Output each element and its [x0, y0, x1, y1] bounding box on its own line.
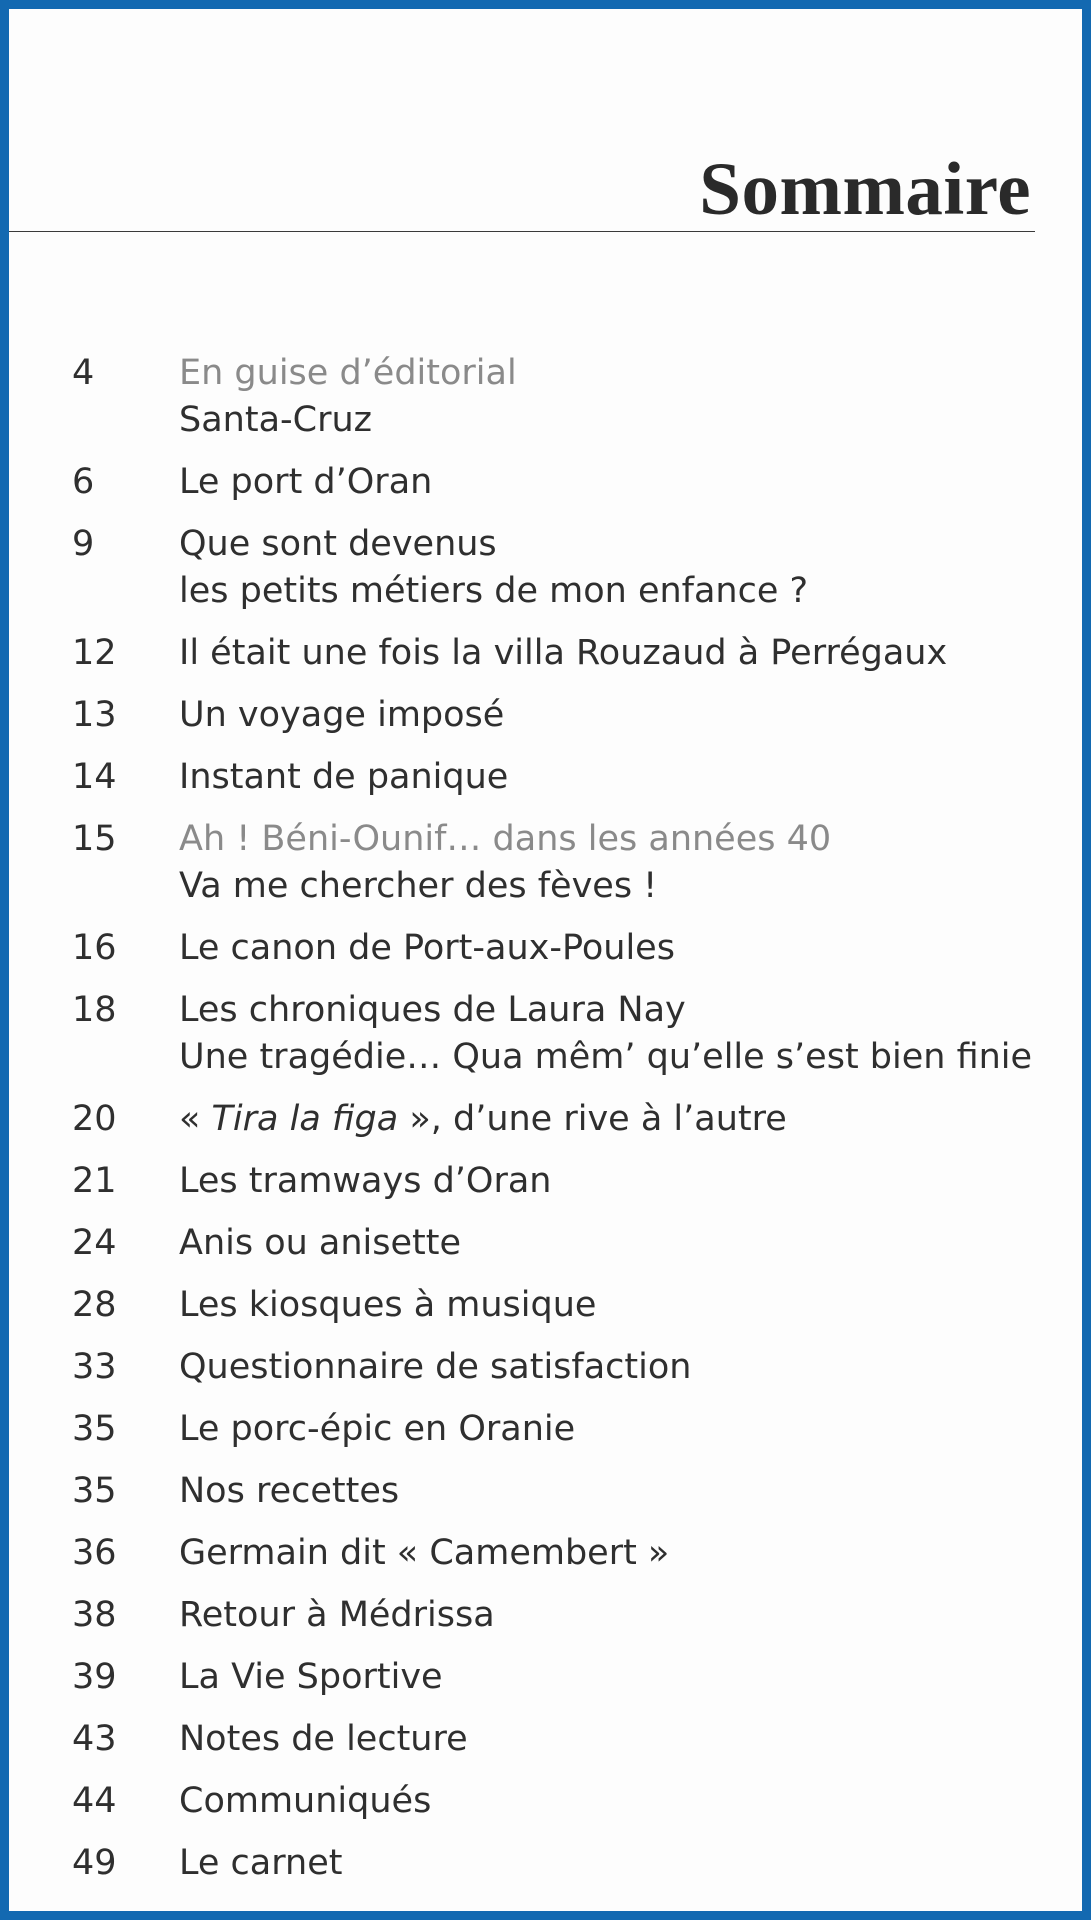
- toc-entry: [179, 1220, 461, 1267]
- toc-entry-title: Le porc-épic en Oranie: [179, 1409, 576, 1449]
- toc-entry-italic-phrase: Tira la figa: [211, 1099, 399, 1139]
- toc-item: [9, 816, 1082, 910]
- toc-entry-title: [179, 1096, 787, 1143]
- toc-entry: [179, 1654, 443, 1701]
- toc-entry-title: Anis ou anisette: [179, 1223, 462, 1263]
- toc-page-number: 13: [72, 695, 117, 735]
- toc-page-number: 28: [72, 1285, 117, 1325]
- toc-entry: [179, 630, 947, 677]
- toc-entry: [179, 1468, 399, 1515]
- toc-entry-title-rest: », d’une rive à l’autre: [398, 1099, 787, 1139]
- toc-page-number: 43: [72, 1719, 117, 1759]
- toc-entry-title: La Vie Sportive: [179, 1657, 443, 1697]
- toc-item: [9, 1840, 1082, 1887]
- toc-entry-title: Il était une fois la villa Rouzaud à Perrégaux: [179, 633, 948, 673]
- toc-entry: [179, 987, 1032, 1081]
- toc-page-number: 36: [72, 1533, 117, 1573]
- toc-entry: [179, 459, 432, 506]
- toc-entry-title-line-2: les petits métiers de mon enfance ?: [179, 571, 809, 611]
- toc-page-number: 49: [72, 1843, 117, 1883]
- toc-entry-title: Santa-Cruz: [179, 400, 373, 440]
- toc-page-number: 24: [72, 1223, 117, 1263]
- toc-entry-title: Un voyage imposé: [179, 695, 505, 735]
- toc-item: [9, 1716, 1082, 1763]
- toc-item: [9, 1592, 1082, 1639]
- toc-entry: [179, 1592, 495, 1639]
- toc-page-number: 6: [72, 462, 95, 502]
- toc-page-number: 21: [72, 1161, 117, 1201]
- toc-entry-title: Les tramways d’Oran: [179, 1161, 552, 1201]
- toc-entry-title: Le canon de Port-aux-Poules: [179, 928, 675, 968]
- toc-entry: [179, 1778, 431, 1825]
- toc-entry-title: Retour à Médrissa: [179, 1595, 495, 1635]
- toc-entry-title: Communiqués: [179, 1781, 432, 1821]
- toc-page-number: 39: [72, 1657, 117, 1697]
- toc-entry-title: Va me chercher des fèves !: [179, 866, 658, 906]
- toc-item: [9, 754, 1082, 801]
- toc-entry: [179, 1716, 468, 1763]
- toc-item: [9, 630, 1082, 677]
- toc-item: [9, 1158, 1082, 1205]
- toc-page-number: 20: [72, 1099, 117, 1139]
- toc-item: [9, 1530, 1082, 1577]
- toc-page-number: 4: [72, 353, 95, 393]
- toc-entry-title: Le port d’Oran: [179, 462, 433, 502]
- toc-item: [9, 1282, 1082, 1329]
- toc-page-number: 38: [72, 1595, 117, 1635]
- toc-entry-title: Questionnaire de satisfaction: [179, 1347, 692, 1387]
- toc-item: [9, 521, 1082, 615]
- toc-entry-kicker: Ah ! Béni-Ounif… dans les années 40: [179, 819, 832, 859]
- toc-entry: [179, 692, 504, 739]
- toc-entry: [179, 1840, 342, 1887]
- toc-item: [9, 350, 1082, 444]
- toc-page-number: 18: [72, 990, 117, 1030]
- toc-entry-title: Notes de lecture: [179, 1719, 468, 1759]
- toc-entry-kicker: En guise d’éditorial: [179, 353, 517, 393]
- toc-entry: [179, 1344, 691, 1391]
- toc-item: [9, 1468, 1082, 1515]
- toc-page-number: 14: [72, 757, 117, 797]
- toc-entry-title: Germain dit « Camembert »: [179, 1533, 670, 1573]
- toc-page-number: 35: [72, 1471, 117, 1511]
- toc-item: [9, 1406, 1082, 1453]
- toc-entry-title-line-1: Les chroniques de Laura Nay: [179, 990, 686, 1030]
- toc-item: [9, 459, 1082, 506]
- toc-entry: [179, 1406, 575, 1453]
- toc-item: [9, 1344, 1082, 1391]
- toc-item: [9, 692, 1082, 739]
- toc-entry-title: Les kiosques à musique: [179, 1285, 597, 1325]
- toc-entry: [179, 1158, 552, 1205]
- toc-item: [9, 1220, 1082, 1267]
- toc-item: [9, 987, 1082, 1081]
- toc-entry-title-line-1: Que sont devenus: [179, 524, 497, 564]
- toc-entry: [179, 1096, 787, 1143]
- toc-entry-title: Instant de panique: [179, 757, 509, 797]
- toc-page-number: 12: [72, 633, 117, 673]
- toc-page-number: 33: [72, 1347, 117, 1387]
- toc-entry-title: Nos recettes: [179, 1471, 400, 1511]
- toc-page-number: 44: [72, 1781, 117, 1821]
- toc-entry: [179, 1530, 669, 1577]
- page-title: Sommaire: [699, 148, 1031, 231]
- toc-item: [9, 1096, 1082, 1143]
- toc-page-number: 15: [72, 819, 117, 859]
- toc-entry: [179, 754, 508, 801]
- toc-item: [9, 925, 1082, 972]
- toc-item: [9, 1778, 1082, 1825]
- toc-entry: [179, 350, 517, 444]
- toc-entry-open-quote: «: [179, 1099, 212, 1139]
- title-divider: [9, 231, 1035, 232]
- toc-item: [9, 1654, 1082, 1701]
- toc-entry: [179, 816, 831, 910]
- toc-entry: [179, 925, 675, 972]
- toc-entry: [179, 521, 808, 615]
- toc-entry-title: Le carnet: [179, 1843, 343, 1883]
- toc-page-number: 35: [72, 1409, 117, 1449]
- toc-page-number: 9: [72, 524, 95, 564]
- toc-entry: [179, 1282, 596, 1329]
- table-of-contents: [9, 350, 1082, 1902]
- toc-entry-title-line-2: Une tragédie… Qua mêm’ qu’elle s’est bien finie: [179, 1037, 1033, 1077]
- toc-page-number: 16: [72, 928, 117, 968]
